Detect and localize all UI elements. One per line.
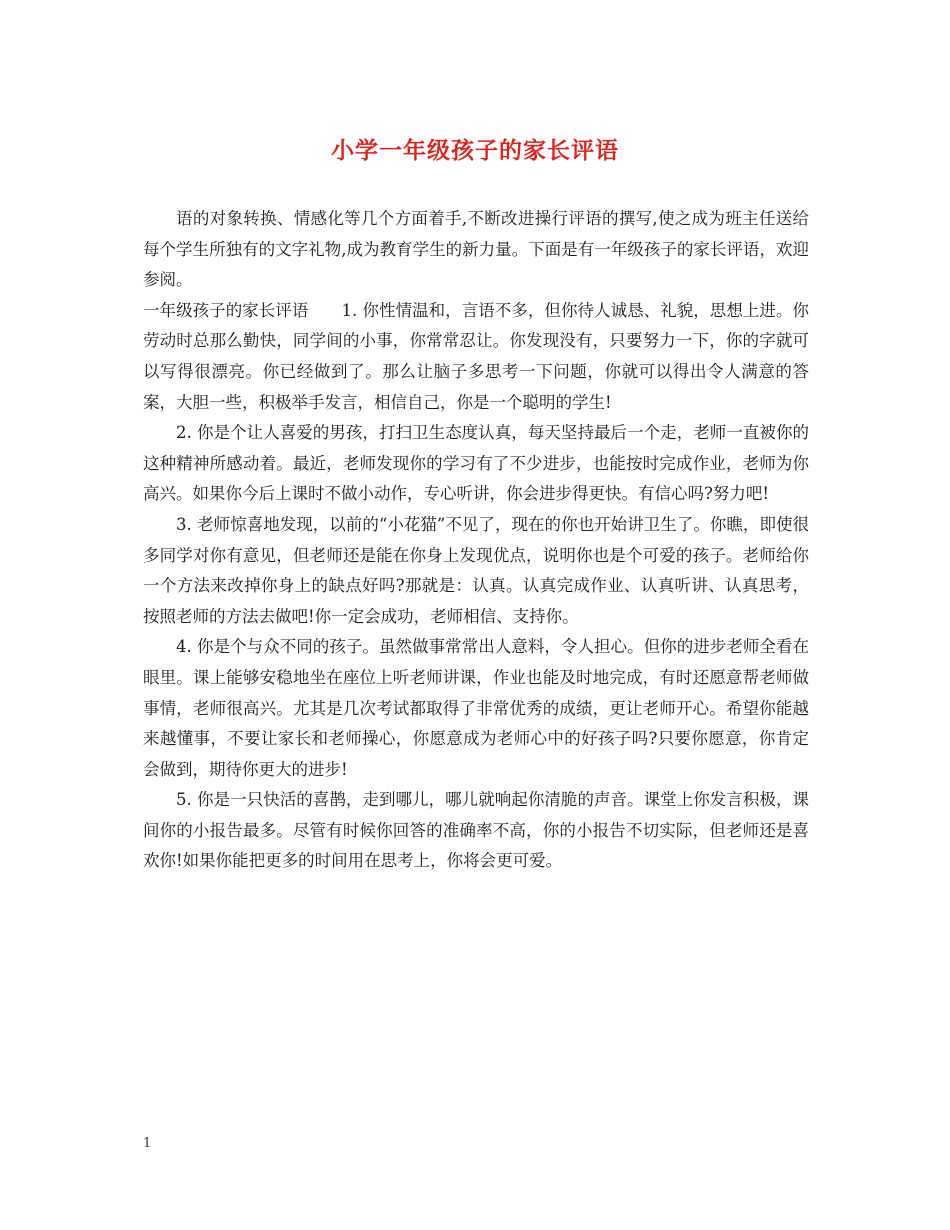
comment-paragraph-5: 5. 你是一只快活的喜鹊，走到哪儿，哪儿就响起你清脆的声音。课堂上你发言积极，课间你的小报告最多。尽管有时候你回答的准确率不高，你的小报告不切实际，但老师还是喜欢你!如果你能把更多的时间用在思考上，你将会更可爱。 [143,790,809,871]
comment-paragraph-2: 2. 你是个让人喜爱的男孩，打扫卫生态度认真，每天坚持最后一个走，老师一直被你的这种精神所感动着。最近，老师发现你的学习有了不少进步，也能按时完成作业，老师为你高兴。如果你今后上课时不做小动作，专心听讲，你会进步得更快。有信心吗?努力吧! [143,423,809,504]
section-paragraph: 一年级孩子的家长评语 1. 你性情温和，言语不多，但你待人诚恳、礼貌，思想上进。你劳动时总那么勤快，同学间的小事，你常常忍让。你发现没有，只要努力一下，你的字就可以写得很漂亮。你已经做到了。那么让脑子多思考一下问题，你就可以得出令人满意的答案，大胆一些，积极举手发言，相信自己，你是一个聪明的学生! [143,300,809,412]
document-title: 小学一年级孩子的家长评语 [331,137,619,164]
comment-paragraph-3: 3. 老师惊喜地发现，以前的“小花猫”不见了，现在的你也开始讲卫生了。你瞧，即使很多同学对你有意见，但老师还是能在你身上发现优点，说明你也是个可爱的孩子。老师给你一个方法来改掉你身上的缺点好吗?那就是：认真。认真完成作业、认真听讲、认真思考，按照老师的方法去做吧!你一定会成功，老师相信、支持你。 [143,514,809,626]
comment-paragraph-4: 4. 你是个与众不同的孩子。虽然做事常常出人意料，令人担心。但你的进步老师全看在眼里。课上能够安稳地坐在座位上听老师讲课，作业也能及时地完成，有时还愿意帮老师做事情，老师很高兴。尤其是几次考试都取得了非常优秀的成绩，更让老师开心。希望你能越来越懂事，不要让家长和老师操心，你愿意成为老师心中的好孩子吗?只要你愿意，你肯定会做到，期待你更大的进步! [143,637,809,779]
page-number: 1 [143,1136,152,1151]
intro-paragraph: 语的对象转换、情感化等几个方面着手,不断改进操行评语的撰写,使之成为班主任送给每个学生所独有的文字礼物,成为教育学生的新力量。下面是有一年级孩子的家长评语，欢迎参阅。 [143,209,809,290]
document-body [143,204,809,877]
